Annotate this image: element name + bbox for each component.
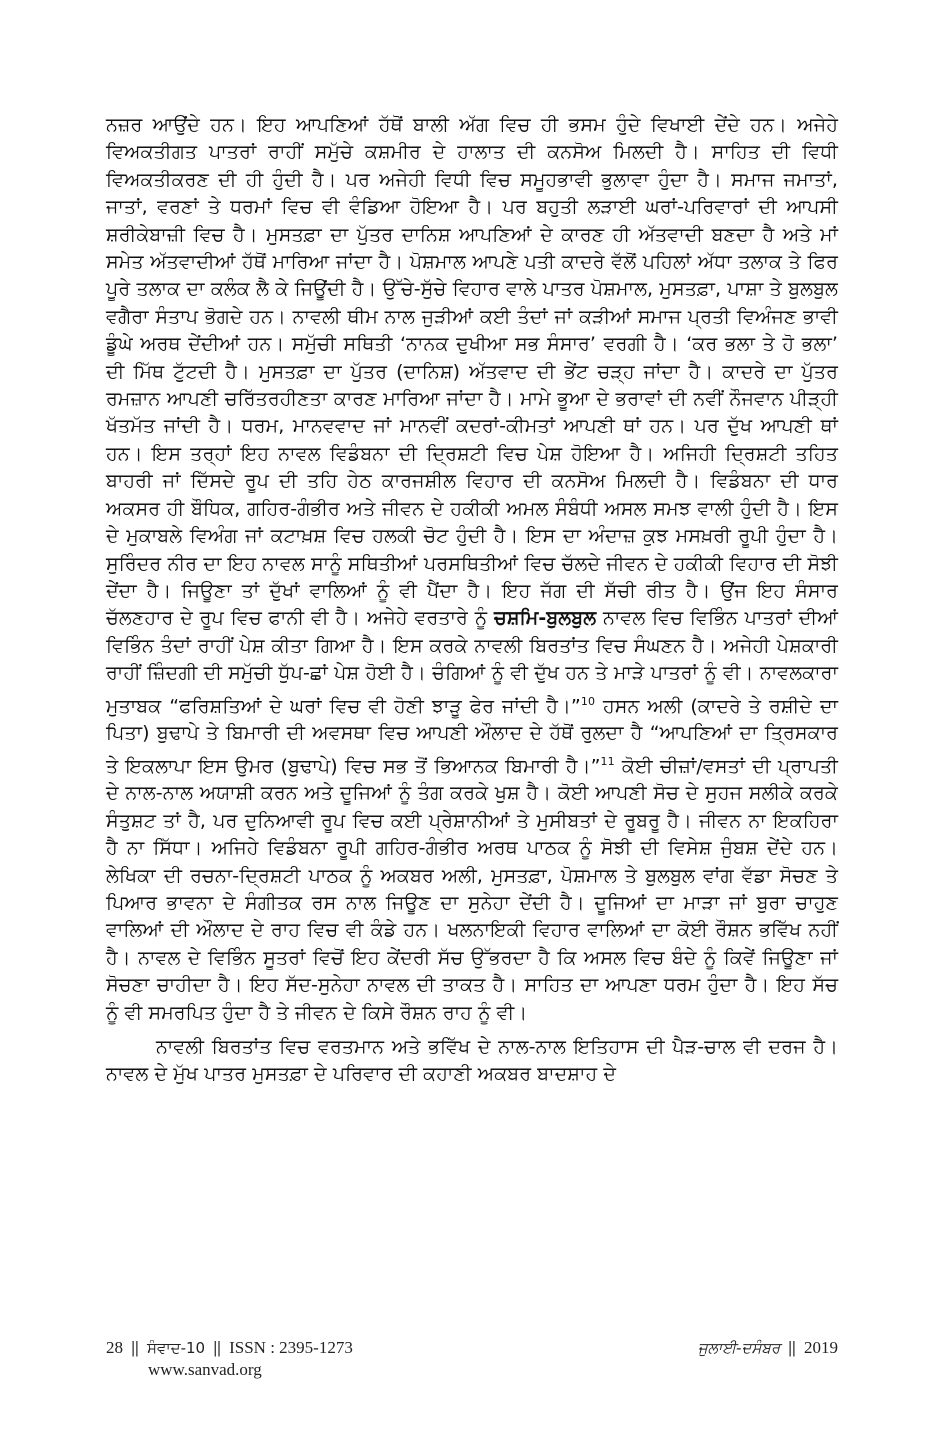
paragraph-1-text-c: ਹਸਨ ਅਲੀ (ਕਾਦਰੇ ਤੇ ਰਸ਼ੀਦੇ ਦਾ ਪਿਤਾ) ਬੁਢਾਪੇ ਤੇ ਬਿਮਾਰੀ ਦੀ ਅਵਸਥਾ ਵਿਚ ਆਪਣੀ ਔਲਾਦ ਦੇ ਹੱਥੋਂ ਰੁਲਦਾ ਹੈ “ਆਪਣਿਆਂ ਦਾ ਤ੍ਰਿਸਕਾਰ ਤੇ ਇਕਲਾਪਾ ਇਸ ਉਮਰ (ਬੁਢਾਪੇ) ਵਿਚ ਸਭ ਤੋਂ ਭਿਆਨਕ ਬਿਮਾਰੀ ਹੈ।” — [106, 694, 839, 777]
paragraph-1-text-a: ਨਜ਼ਰ ਆਉਂਦੇ ਹਨ। ਇਹ ਆਪਣਿਆਂ ਹੱਥੋਂ ਬਾਲੀ ਅੱਗ ਵਿਚ ਹੀ ਭਸਮ ਹੁੰਦੇ ਵਿਖਾਈ ਦੇਂਦੇ ਹਨ। ਅਜੇਹੇ ਵਿਅਕਤੀਗਤ ਪਾਤਰਾਂ ਰਾਹੀਂ ਸਮੁੱਚੇ ਕਸ਼ਮੀਰ ਦੇ ਹਾਲਾਤ ਦੀ ਕਨਸੋਅ ਮਿਲਦੀ ਹੈ। ਸਾਹਿਤ ਦੀ ਵਿਧੀ ਵਿਅਕਤੀਕਰਣ ਦੀ ਹੀ ਹੁੰਦੀ ਹੈ। ਪਰ ਅਜੇਹੀ ਵਿਧੀ ਵਿਚ ਸਮੂਹਭਾਵੀ ਭੁਲਾਵਾ ਹੁੰਦਾ ਹੈ। ਸਮਾਜ ਜਮਾਤਾਂ, ਜਾਤਾਂ, ਵਰਣਾਂ ਤੇ ਧਰਮਾਂ ਵਿਚ ਵੀ ਵੰਡਿਆ ਹੋਇਆ ਹੈ। ਪਰ ਬਹੁਤੀ ਲੜਾਈ ਘਰਾਂ-ਪਰਿਵਾਰਾਂ ਦੀ ਆਪਸੀ ਸ਼ਰੀਕੇਬਾਜ਼ੀ ਵਿਚ ਹੈ। ਮੁਸਤਫ਼ਾ ਦਾ ਪੁੱਤਰ ਦਾਨਿਸ਼ ਆਪਣਿਆਂ ਦੇ ਕਾਰਣ ਹੀ ਅੱਤਵਾਦੀ ਬਣਦਾ ਹੈ ਅਤੇ ਮਾਂ ਸਮੇਤ ਅੱਤਵਾਦੀਆਂ ਹੱਥੋਂ ਮਾਰਿਆ ਜਾਂਦਾ ਹੈ। ਪੋਸ਼ਮਾਲ ਆਪਣੇ ਪਤੀ ਕਾਦਰੇ ਵੱਲੋਂ ਪਹਿਲਾਂ ਅੱਧਾ ਤਲਾਕ ਤੇ ਫਿਰ ਪੂਰੇ ਤਲਾਕ ਦਾ ਕਲੰਕ ਲੈ ਕੇ ਜਿਊਂਦੀ ਹੈ। ਉੱਚੇ-ਸੁੱਚੇ ਵਿਹਾਰ ਵਾਲੇ ਪਾਤਰ ਪੋਸ਼ਮਾਲ, ਮੁਸਤਫ਼ਾ, ਪਾਸ਼ਾ ਤੇ ਬੁਲਬੁਲ ਵਗੈਰਾ ਸੰਤਾਪ ਭੋਗਦੇ ਹਨ। ਨਾਵਲੀ ਥੀਮ ਨਾਲ ਜੁੜੀਆਂ ਕਈ ਤੰਦਾਂ ਜਾਂ ਕੜੀਆਂ ਸਮਾਜ ਪ੍ਰਤੀ ਵਿਅੰਜਣ ਭਾਵੀ ਡੂੰਘੇ ਅਰਥ ਦੇਂਦੀਆਂ ਹਨ। ਸਮੁੱਚੀ ਸਥਿਤੀ ‘ਨਾਨਕ ਦੁਖੀਆ ਸਭ ਸੰਸਾਰ’ ਵਰਗੀ ਹੈ। ‘ਕਰ ਭਲਾ ਤੇ ਹੋ ਭਲਾ’ ਦੀ ਮਿੱਥ ਟੁੱਟਦੀ ਹੈ। ਮੁਸਤਫ਼ਾ ਦਾ ਪੁੱਤਰ (ਦਾਨਿਸ਼) ਅੱਤਵਾਦ ਦੀ ਭੇਂਟ ਚੜ੍ਹ ਜਾਂਦਾ ਹੈ। ਕਾਦਰੇ ਦਾ ਪੁੱਤਰ ਰਮਜ਼ਾਨ ਆਪਣੀ ਚਰਿੱਤਰਹੀਣਤਾ ਕਾਰਣ ਮਾਰਿਆ ਜਾਂਦਾ ਹੈ। ਮਾਮੇ ਭੂਆ ਦੇ ਭਰਾਵਾਂ ਦੀ ਨਵੀਂ ਨੌਜਵਾਨ ਪੀੜ੍ਹੀ ਖੱਤਮੱਤ ਜਾਂਦੀ ਹੈ। ਧਰਮ, ਮਾਨਵਵਾਦ ਜਾਂ ਮਾਨਵੀਂ ਕਦਰਾਂ-ਕੀਮਤਾਂ ਆਪਣੀ ਥਾਂ ਹਨ। ਪਰ ਦੁੱਖ ਆਪਣੀ ਥਾਂ ਹਨ। ਇਸ ਤਰ੍ਹਾਂ ਇਹ ਨਾਵਲ ਵਿਡੰਬਨਾ ਦੀ ਦ੍ਰਿਸ਼ਟੀ ਵਿਚ ਪੇਸ਼ ਹੋਇਆ ਹੈ। ਅਜਿਹੀ ਦ੍ਰਿਸ਼ਟੀ ਤਹਿਤ ਬਾਹਰੀ ਜਾਂ ਦਿੱਸਦੇ ਰੂਪ ਦੀ ਤਹਿ ਹੇਠ ਕਾਰਜਸ਼ੀਲ ਵਿਹਾਰ ਦੀ ਕਨਸੋਅ ਮਿਲਦੀ ਹੈ। ਵਿਡੰਬਨਾ ਦੀ ਧਾਰ ਅਕਸਰ ਹੀ ਬੌਧਿਕ, ਗਹਿਰ-ਗੰਭੀਰ ਅਤੇ ਜੀਵਨ ਦੇ ਹਕੀਕੀ ਅਮਲ ਸੰਬੰਧੀ ਅਸਲ ਸਮਝ ਵਾਲੀ ਹੁੰਦੀ ਹੈ। ਇਸ ਦੇ ਮੁਕਾਬਲੇ ਵਿਅੰਗ ਜਾਂ ਕਟਾਖ਼ਸ਼ ਵਿਚ ਹਲਕੀ ਚੋਟ ਹੁੰਦੀ ਹੈ। ਇਸ ਦਾ ਅੰਦਾਜ਼ ਕੁਝ ਮਸਖ਼ਰੀ ਰੂਪੀ ਹੁੰਦਾ ਹੈ। ਸੁਰਿੰਦਰ ਨੀਰ ਦਾ ਇਹ ਨਾਵਲ ਸਾਨੂੰ ਸਥਿਤੀਆਂ ਪਰਸਥਿਤੀਆਂ ਵਿਚ ਚੱਲਦੇ ਜੀਵਨ ਦੇ ਹਕੀਕੀ ਵਿਹਾਰ ਦੀ ਸੋਝੀ ਦੇਂਦਾ ਹੈ। ਜਿਊਣਾ ਤਾਂ ਦੁੱਖਾਂ ਵਾਲਿਆਂ ਨੂੰ ਵੀ ਪੈਂਦਾ ਹੈ। ਇਹ ਜੱਗ ਦੀ ਸੱਚੀ ਰੀਤ ਹੈ। ਉਂਜ ਇਹ ਸੰਸਾਰ ਚੱਲਣਹਾਰ ਦੇ ਰੂਪ ਵਿਚ ਫਾਨੀ ਵੀ ਹੈ। ਅਜੇਹੇ ਵਰਤਾਰੇ ਨੂੰ — [106, 114, 838, 630]
paragraph-1 — [106, 112, 838, 1027]
page-footer — [106, 1338, 838, 1379]
issue-period: ਜੁਲਾਈ-ਦਸੰਬਰ — [697, 1339, 780, 1357]
paragraph-1-text-b: ਨਾਵਲ ਵਿਚ ਵਿਭਿੰਨ ਪਾਤਰਾਂ ਦੀਆਂ ਵਿਭਿੰਨ ਤੰਦਾਂ ਰਾਹੀਂ ਪੇਸ਼ ਕੀਤਾ ਗਿਆ ਹੈ। ਇਸ ਕਰਕੇ ਨਾਵਲੀ ਬਿਰਤਾਂਤ ਵਿਚ ਸੰਘਣਨ ਹੈ। ਅਜੇਹੀ ਪੇਸ਼ਕਾਰੀ ਰਾਹੀਂ ਜ਼ਿੰਦਗੀ ਦੀ ਸਮੁੱਚੀ ਧੁੱਪ-ਛਾਂ ਪੇਸ਼ ਹੋਈ ਹੈ। ਚੰਗਿਆਂ ਨੂੰ ਵੀ ਦੁੱਖ ਹਨ ਤੇ ਮਾੜੇ ਪਾਤਰਾਂ ਨੂੰ ਵੀ। ਨਾਵਲਕਾਰਾ ਮੁਤਾਬਕ “ਫਰਿਸ਼ਤਿਆਂ ਦੇ ਘਰਾਂ ਵਿਚ ਵੀ ਹੋਣੀ ਝਾੜੂ ਫੇਰ ਜਾਂਦੀ ਹੈ।” — [106, 607, 839, 717]
issn: ISSN : 2395-1273 — [229, 1338, 353, 1357]
issue-year: 2019 — [804, 1338, 838, 1357]
footer-separator: || — [213, 1338, 221, 1357]
footer-separator: || — [788, 1338, 796, 1357]
footer-right — [698, 1338, 838, 1358]
website-link[interactable]: www.sanvad.org — [148, 1360, 262, 1379]
novel-title: ਚਸ਼ਮਿ-ਬੁਲਬੁਲ — [493, 607, 597, 630]
paragraph-1-text-d: ਕੋਈ ਚੀਜ਼ਾਂ/ਵਸਤਾਂ ਦੀ ਪ੍ਰਾਪਤੀ ਦੇ ਨਾਲ-ਨਾਲ ਅਯਾਸ਼ੀ ਕਰਨ ਅਤੇ ਦੂਜਿਆਂ ਨੂੰ ਤੰਗ ਕਰਕੇ ਖੁਸ਼ ਹੈ। ਕੋਈ ਆਪਣੀ ਸੋਚ ਦੇ ਸੁਹਜ ਸਲੀਕੇ ਕਰਕੇ ਸੰਤੁਸ਼ਟ ਤਾਂ ਹੈ, ਪਰ ਦੁਨਿਆਵੀ ਰੂਪ ਵਿਚ ਕਈ ਪ੍ਰੇਸ਼ਾਨੀਆਂ ਤੇ ਮੁਸੀਬਤਾਂ ਦੇ ਰੂਬਰੂ ਹੈ। ਜੀਵਨ ਨਾ ਇਕਹਿਰਾ ਹੈ ਨਾ ਸਿੱਧਾ। ਅਜਿਹੇ ਵਿਡੰਬਨਾ ਰੂਪੀ ਗਹਿਰ-ਗੰਭੀਰ ਅਰਥ ਪਾਠਕ ਨੂੰ ਸੋਝੀ ਦੀ ਵਿਸੇਸ਼ ਜੁੰਬਸ਼ ਦੇਂਦੇ ਹਨ। ਲੇਖਿਕਾ ਦੀ ਰਚਨਾ-ਦ੍ਰਿਸ਼ਟੀ ਪਾਠਕ ਨੂੰ ਅਕਬਰ ਅਲੀ, ਮੁਸਤਫ਼ਾ, ਪੋਸ਼ਮਾਲ ਤੇ ਬੁਲਬੁਲ ਵਾਂਗ ਵੱਡਾ ਸੋਚਣ ਤੇ ਪਿਆਰ ਭਾਵਨਾ ਦੇ ਸੰਗੀਤਕ ਰਸ ਨਾਲ ਜਿਊਣ ਦਾ ਸੁਨੇਹਾ ਦੇਂਦੀ ਹੈ। ਦੂਜਿਆਂ ਦਾ ਮਾੜਾ ਜਾਂ ਬੁਰਾ ਚਾਹੁਣ ਵਾਲਿਆਂ ਦੀ ਔਲਾਦ ਦੇ ਰਾਹ ਵਿਚ ਵੀ ਕੰਡੇ ਹਨ। ਖਲਨਾਇਕੀ ਵਿਹਾਰ ਵਾਲਿਆਂ ਦਾ ਕੋਈ ਰੌਸ਼ਨ ਭਵਿੱਖ ਨਹੀਂ ਹੈ। ਨਾਵਲ ਦੇ ਵਿਭਿੰਨ ਸੂਤਰਾਂ ਵਿਚੋਂ ਇਹ ਕੇਂਦਰੀ ਸੱਚ ਉੱਭਰਦਾ ਹੈ ਕਿ ਅਸਲ ਵਿਚ ਬੰਦੇ ਨੂੰ ਕਿਵੇਂ ਜਿਊਣਾ ਜਾਂ ਸੋਚਣਾ ਚਾਹੀਦਾ ਹੈ। ਇਹ ਸੱਦ-ਸੁਨੇਹਾ ਨਾਵਲ ਦੀ ਤਾਕਤ ਹੈ। ਸਾਹਿਤ ਦਾ ਆਪਣਾ ਧਰਮ ਹੁੰਦਾ ਹੈ। ਇਹ ਸੱਚ ਨੂੰ ਵੀ ਸਮਰਪਿਤ ਹੁੰਦਾ ਹੈ ਤੇ ਜੀਵਨ ਦੇ ਕਿਸੇ ਰੌਸ਼ਨ ਰਾਹ ਨੂੰ ਵੀ। — [106, 755, 838, 1024]
footer-line — [106, 1338, 838, 1360]
footer-separator: || — [131, 1338, 139, 1357]
footer-left — [106, 1338, 353, 1358]
footnote-ref-11[interactable]: 11 — [600, 754, 615, 768]
footnote-ref-10[interactable]: 10 — [580, 694, 596, 708]
paragraph-2: ਨਾਵਲੀ ਬਿਰਤਾਂਤ ਵਿਚ ਵਰਤਮਾਨ ਅਤੇ ਭਵਿੱਖ ਦੇ ਨਾਲ-ਨਾਲ ਇਤਿਹਾਸ ਦੀ ਪੈੜ-ਚਾਲ ਵੀ ਦਰਜ ਹੈ। ਨਾਵਲ ਦੇ ਮੁੱਖ ਪਾਤਰ ਮੁਸਤਫ਼ਾ ਦੇ ਪਰਿਵਾਰ ਦੀ ਕਹਾਣੀ ਅਕਬਰ ਬਾਦਸ਼ਾਹ ਦੇ — [106, 1036, 838, 1086]
article-body — [106, 112, 838, 1089]
journal-name: ਸੰਵਾਦ-10 — [147, 1339, 206, 1357]
page-number: 28 — [106, 1338, 123, 1357]
